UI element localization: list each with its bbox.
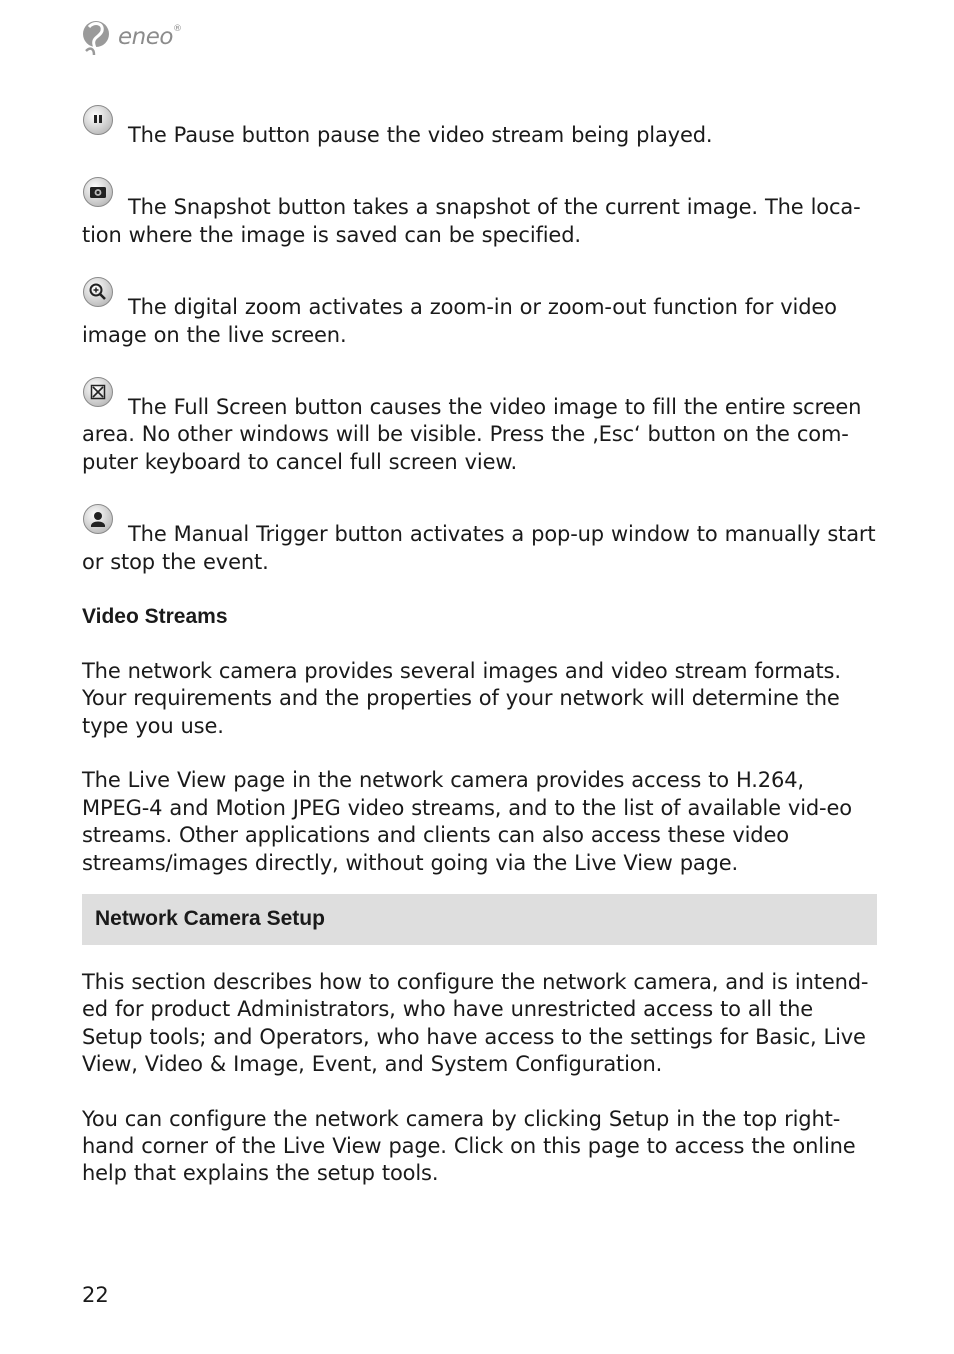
manual-trigger-icon bbox=[82, 503, 114, 535]
setup-paragraph-1: This section describes how to configure the network camera, and is intend-ed for product Administrators, who have unrestricted access to all the Setup tools; and Operators, who have access to the settings for Basic, Live View, Video & Image, Event, and System Configuration. bbox=[82, 969, 869, 1077]
zoom-text: The digital zoom activates a zoom-in or zoom-out function for video image on the live screen. bbox=[82, 295, 837, 347]
page-number: 22 bbox=[82, 1283, 109, 1307]
fullscreen-description bbox=[82, 376, 877, 476]
zoom-description bbox=[82, 276, 877, 349]
video-streams-paragraph-1: The network camera provides several images and video stream formats. Your requirements and the properties of your network will determine the type you use. bbox=[82, 659, 841, 738]
brand-logo bbox=[80, 16, 182, 58]
manual-trigger-text: The Manual Trigger button activates a pop-up window to manually start or stop the event. bbox=[82, 522, 876, 574]
section-title: Network Camera Setup bbox=[95, 907, 325, 931]
video-streams-paragraph-2: The Live View page in the network camera provides access to H.264, MPEG-4 and Motion JPEG video streams, and to the list of available vid-eo streams. Other applications and clients can also access these video streams/images directly, without going via the Live View page. bbox=[82, 768, 852, 875]
pause-icon bbox=[82, 104, 114, 136]
network-camera-setup-header bbox=[82, 894, 877, 945]
zoom-icon bbox=[82, 276, 114, 308]
setup-paragraph-2: You can configure the network camera by clicking Setup in the top right-hand corner of the Live View page. Click on this page to access the online help that explains the setup tools. bbox=[82, 1106, 856, 1186]
fullscreen-icon bbox=[82, 376, 114, 408]
video-streams-heading: Video Streams bbox=[82, 605, 228, 629]
snapshot-description bbox=[82, 176, 877, 249]
pause-description bbox=[82, 104, 877, 149]
fullscreen-text: The Full Screen button causes the video image to fill the entire screen area. No other windows will be visible. Press the ‚Esc‘ button on the com-puter keyboard to cancel full screen view. bbox=[82, 395, 862, 474]
manual-trigger-description bbox=[82, 503, 877, 576]
eneo-logo-icon bbox=[80, 17, 116, 57]
brand-name: eneo bbox=[118, 24, 173, 50]
page-content bbox=[82, 104, 877, 1215]
snapshot-text: The Snapshot button takes a snapshot of the current image. The loca-tion where the image is saved can be specified. bbox=[82, 195, 861, 247]
pause-text: The Pause button pause the video stream being played. bbox=[128, 123, 713, 147]
brand-mark: ® bbox=[172, 24, 182, 34]
snapshot-icon bbox=[82, 176, 114, 208]
